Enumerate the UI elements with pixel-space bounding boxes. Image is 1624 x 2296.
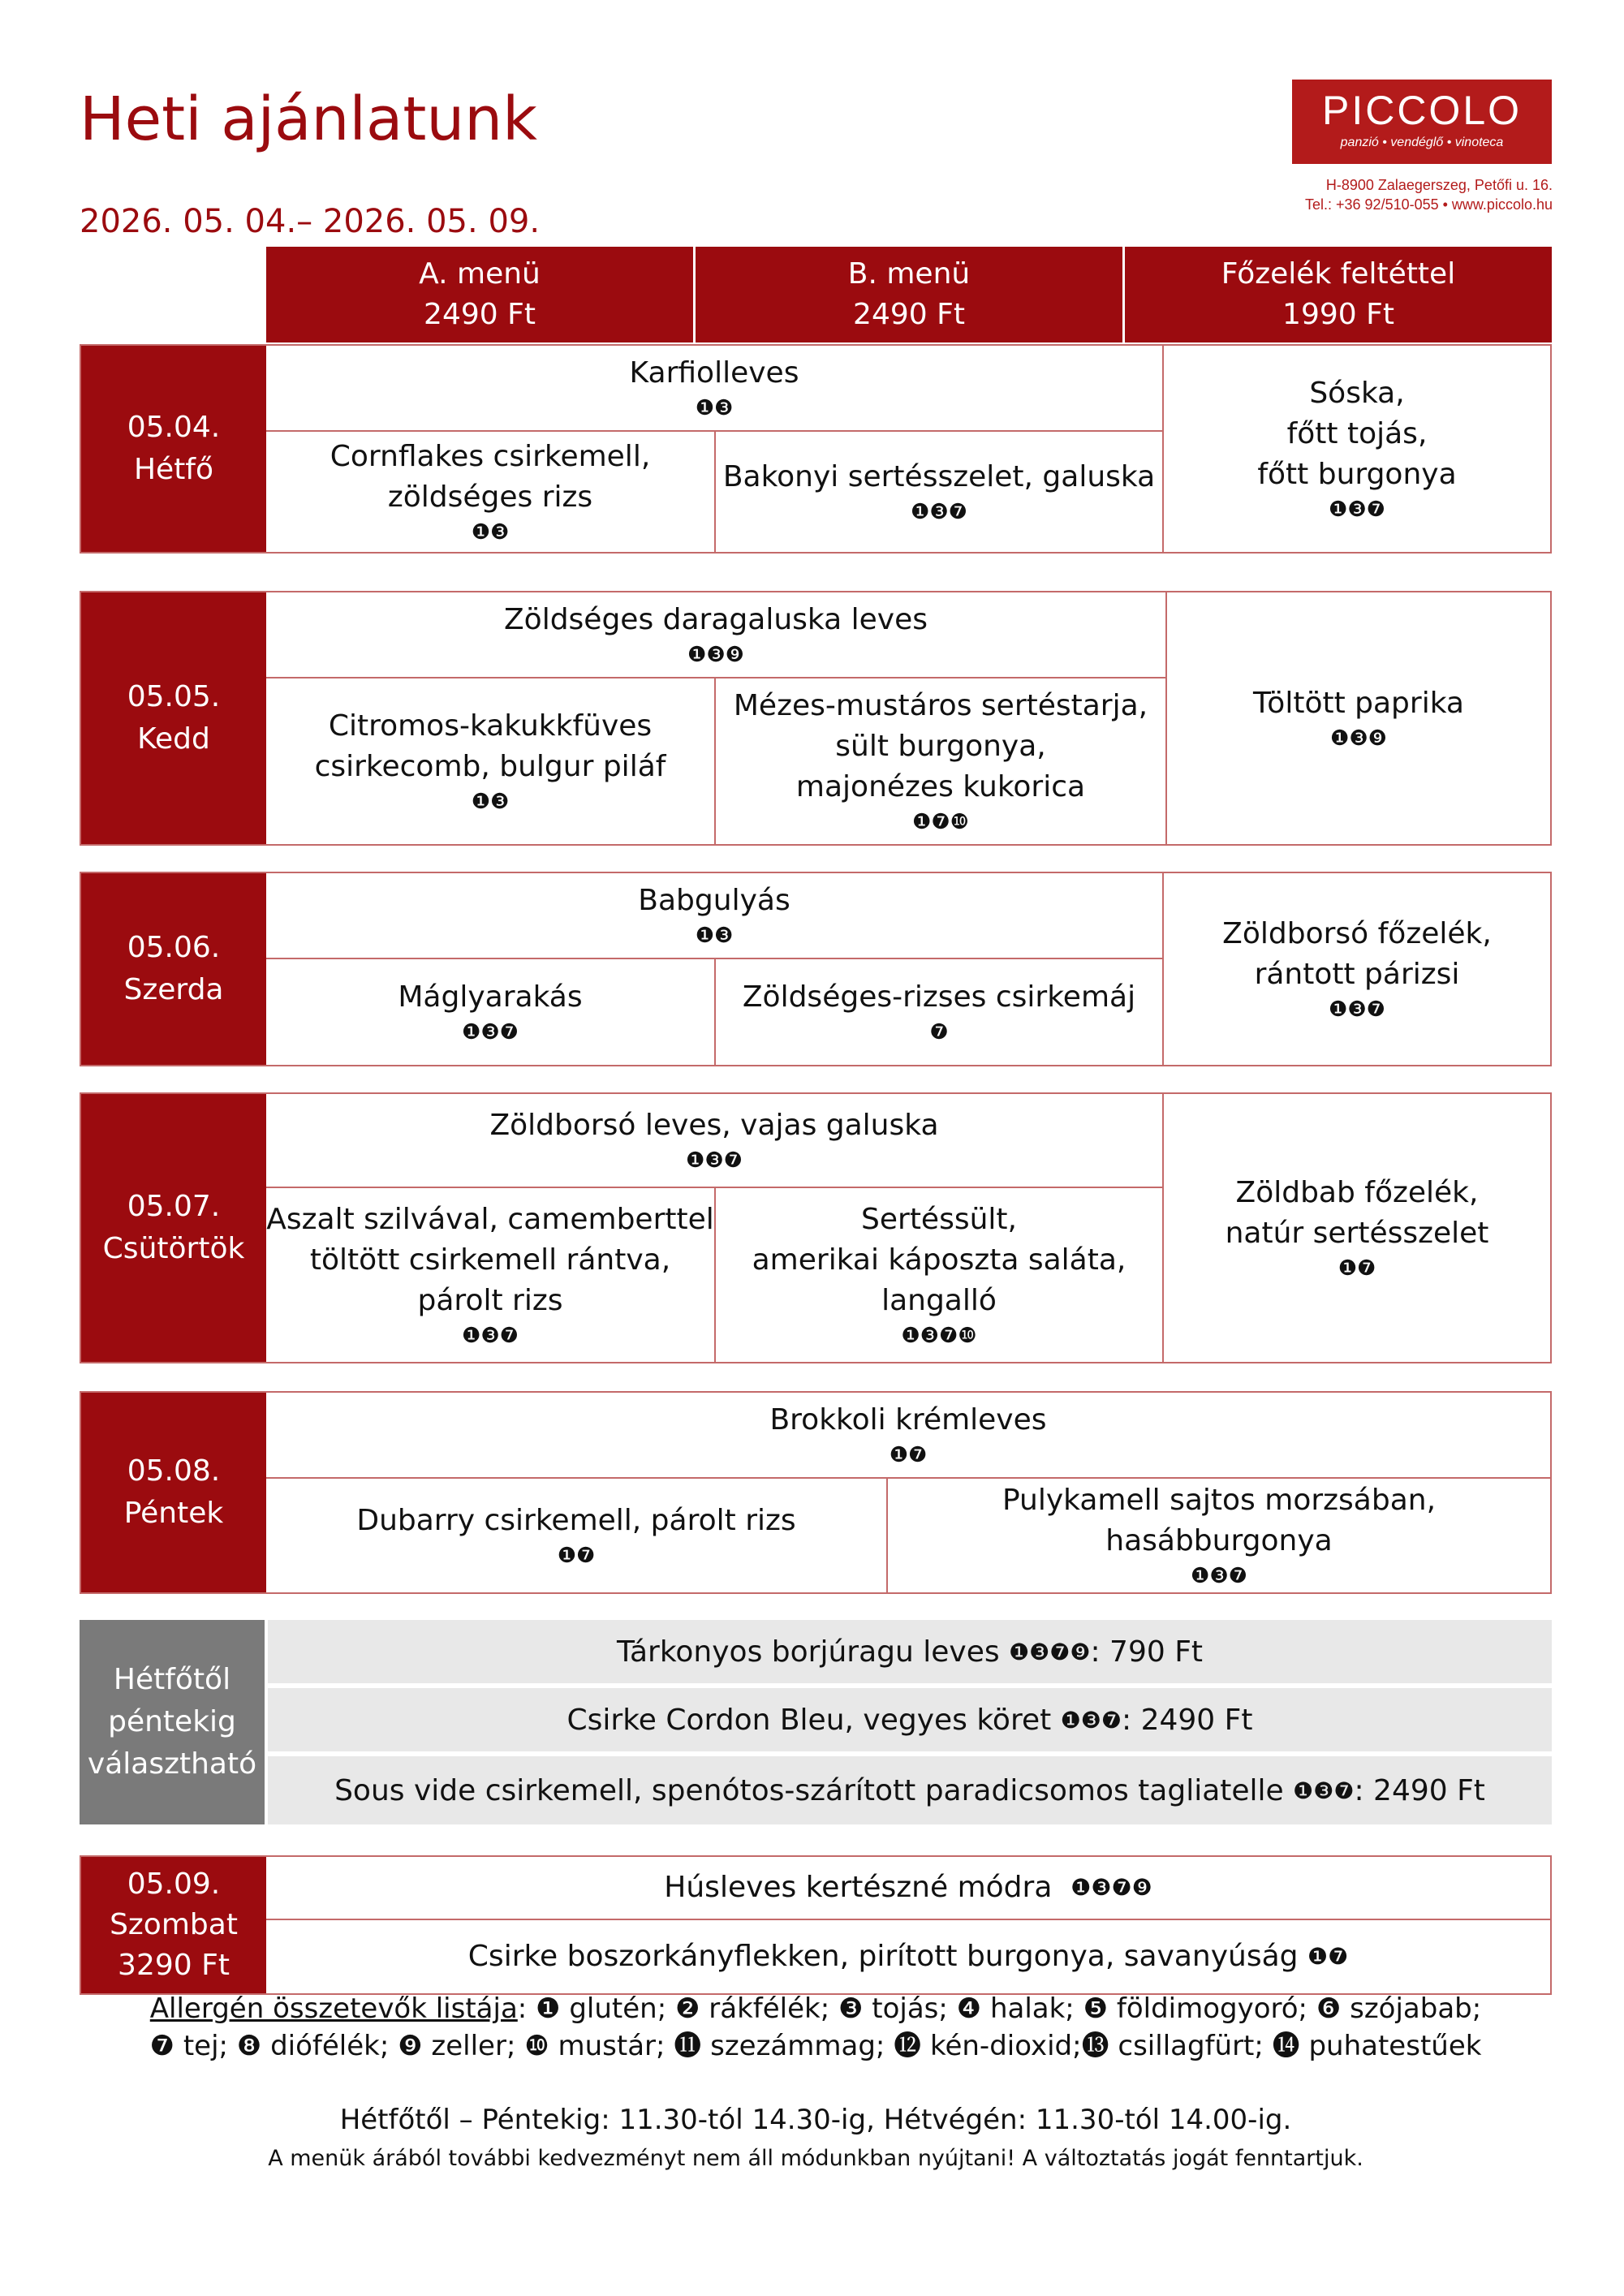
a-menu-cell	[266, 958, 714, 1065]
dish-line: Bakonyi sertésszelet, galuska	[722, 460, 1156, 493]
day-label	[81, 1393, 266, 1592]
dish-line: Pulykamell sajtos morzsában, hasábburgonya	[1002, 1484, 1437, 1557]
day-name: Kedd	[137, 722, 210, 756]
allergen-icons: ❶❸❼❾	[1009, 1638, 1091, 1665]
day-date: 05.07.	[127, 1190, 221, 1223]
weekly-item-price: : 2490 Ft	[1122, 1703, 1253, 1737]
a-menu-cell	[266, 677, 714, 844]
day-name: Szerda	[123, 973, 224, 1006]
allergen-icons: ❶❼	[1307, 1943, 1349, 1970]
dish-line: Zöldborsó főzelék,	[1222, 917, 1492, 950]
dish-line: sült burgonya,	[835, 730, 1046, 763]
weekly-item-price: : 790 Ft	[1090, 1635, 1204, 1669]
dish-line: töltött csirkemell rántva,	[309, 1243, 671, 1277]
weekly-item-name: Sous vide csirkemell, spenótos-szárított paradicsomos tagliatelle	[334, 1773, 1284, 1807]
soup-cell	[266, 346, 1162, 430]
soup-cell	[266, 592, 1165, 677]
piccolo-logo	[1292, 80, 1552, 164]
allergen-legend-label: Allergén összetevők listája	[149, 1992, 518, 2025]
header-b-menu	[696, 247, 1125, 342]
day-block-thursday	[80, 1092, 1552, 1363]
fozelek-cell	[1165, 592, 1550, 844]
b-menu-cell	[714, 1187, 1162, 1362]
dish-line: Mézes-mustáros sertéstarja,	[733, 689, 1148, 722]
soup-name: Húsleves kertészné módra	[664, 1871, 1053, 1904]
day-label	[81, 1857, 266, 1993]
header-fozelek	[1125, 247, 1552, 342]
allergen-icons: ❶❸	[471, 520, 510, 545]
day-label	[81, 873, 266, 1065]
allergen-icons: ❶❸❼❾	[1070, 1874, 1152, 1901]
dish-line: Sertéssült,	[861, 1203, 1017, 1236]
allergen-icons: ❶❸❼	[1060, 1706, 1122, 1734]
weekly-item-price: : 2490 Ft	[1354, 1773, 1485, 1807]
weekly-label-line: választható	[87, 1747, 257, 1781]
dish-line: langalló	[881, 1284, 997, 1317]
allergen-legend-line: ❼ tej; ❽ diófélék; ❾ zeller; ❿ mustár; ⓫ szezámmag; ⓬ kén-dioxid;⓭ csillagfürt; ⓮ puhatestűek	[149, 2030, 1482, 2062]
logo-subtitle: panzió • vendéglő • vinoteca	[1340, 136, 1504, 149]
day-block-friday	[80, 1391, 1552, 1594]
allergen-legend-line	[80, 1990, 1552, 2027]
day-label	[81, 592, 266, 844]
weekly-item	[268, 1620, 1552, 1683]
dish-line: natúr sertésszelet	[1225, 1217, 1489, 1250]
day-block-wednesday	[80, 872, 1552, 1066]
soup-name: Zöldséges daragaluska leves	[504, 603, 928, 636]
weekly-item-name: Csirke Cordon Bleu, vegyes köret	[566, 1703, 1052, 1737]
contact-line: Tel.: +36 92/510-055 • www.piccolo.hu	[1305, 196, 1553, 213]
allergen-icons: ❶❸❼	[1293, 1777, 1355, 1804]
allergen-icons: ❶❸❼	[1191, 1564, 1247, 1588]
allergen-icons: ❶❸❼	[1329, 997, 1385, 1022]
logo-name: PICCOLO	[1321, 88, 1523, 133]
dish-line: Cornflakes csirkemell,	[330, 440, 651, 473]
day-name: Péntek	[123, 1497, 224, 1530]
dish-line: főtt burgonya	[1257, 458, 1457, 491]
dish-line: Máglyarakás	[398, 980, 583, 1014]
dish-line: csirkecomb, bulgur piláf	[314, 750, 666, 783]
dish-line: zöldséges rizs	[387, 480, 593, 514]
allergen-icons: ❶❸❾	[687, 643, 744, 667]
soup-name: Babgulyás	[638, 884, 790, 917]
column-price: 2490 Ft	[424, 298, 536, 331]
weekly-item-name: Tárkonyos borjúragu leves	[616, 1635, 1000, 1669]
allergen-icons: ❶❸❼	[1329, 498, 1385, 522]
column-price: 1990 Ft	[1282, 298, 1394, 331]
fozelek-cell	[1162, 346, 1550, 552]
dish-line: rántott párizsi	[1254, 958, 1460, 991]
allergen-icons: ❶❸❼	[462, 1324, 519, 1348]
b-menu-cell	[714, 677, 1165, 844]
dish-line: Zöldséges-rizses csirkemáj	[742, 980, 1136, 1014]
weekly-label-line: Hétfőtől	[113, 1663, 231, 1696]
weekly-offer	[80, 1620, 1552, 1824]
day-block-tuesday	[80, 591, 1552, 846]
footer-note: A menük árából további kedvezményt nem áll módunkban nyújtani! A változtatás jogát fenntartjuk.	[268, 2146, 1363, 2171]
soup-cell	[266, 1094, 1162, 1187]
date-range: 2026. 05. 04.– 2026. 05. 09.	[80, 203, 541, 240]
dish-line: főtt tojás,	[1286, 417, 1428, 450]
b-menu-cell	[714, 958, 1162, 1065]
address-line: H-8900 Zalaegerszeg, Petőfi u. 16.	[1325, 177, 1553, 193]
soup-cell	[266, 873, 1162, 958]
allergen-icons: ❶❼	[1338, 1256, 1376, 1281]
day-label	[81, 346, 266, 552]
allergen-icons: ❶❸❼	[911, 500, 967, 524]
allergen-icons: ❶❸	[695, 924, 734, 948]
a-menu-cell	[266, 430, 714, 552]
b-menu-cell	[714, 430, 1162, 552]
dish-line: párolt rizs	[417, 1284, 563, 1317]
a-menu-cell	[266, 1187, 714, 1362]
day-name: Hétfő	[133, 453, 214, 486]
weekly-item	[268, 1756, 1552, 1824]
day-price: 3290 Ft	[118, 1949, 230, 1982]
allergen-icons: ❶❸	[471, 790, 510, 814]
day-date: 05.08.	[127, 1454, 221, 1488]
dish-line: Töltött paprika	[1253, 687, 1464, 720]
dish-line: Citromos-kakukkfüves	[328, 709, 653, 743]
day-name: Szombat	[110, 1908, 238, 1941]
menu-header	[266, 247, 1552, 342]
fozelek-cell	[1162, 873, 1550, 1065]
day-date: 05.06.	[127, 931, 221, 964]
page-title: Heti ajánlatunk	[80, 84, 537, 154]
dish-line: Dubarry csirkemell, párolt rizs	[356, 1504, 796, 1537]
allergen-icons: ❶❸❼	[462, 1020, 519, 1045]
allergen-list: : ❶ glutén; ❷ rákfélék; ❸ tojás; ❹ halak; ❺ földimogyoró; ❻ szójabab;	[517, 1992, 1482, 2025]
dish-name: Csirke boszorkányflekken, pirított burgonya, savanyúság	[467, 1940, 1299, 1973]
opening-hours: Hétfőtől – Péntekig: 11.30-tól 14.30-ig, Hétvégén: 11.30-tól 14.00-ig.	[339, 2104, 1292, 2136]
allergen-icons: ❶❸❼	[686, 1148, 743, 1173]
weekly-label	[80, 1620, 265, 1824]
soup-name: Karfiolleves	[629, 356, 799, 390]
allergen-legend	[80, 1990, 1552, 2065]
day-label	[81, 1094, 266, 1362]
allergen-icons: ❶❼	[557, 1544, 596, 1568]
dish-line: amerikai káposzta saláta,	[752, 1243, 1126, 1277]
allergen-icons: ❼	[929, 1020, 949, 1045]
header-a-menu	[266, 247, 696, 342]
column-name: B. menü	[847, 257, 971, 291]
fozelek-cell	[1162, 1094, 1550, 1362]
column-name: Főzelék feltéttel	[1221, 257, 1456, 291]
dish-line: majonézes kukorica	[795, 770, 1086, 803]
weekly-label-line: péntekig	[108, 1705, 236, 1738]
day-name: Csütörtök	[102, 1232, 245, 1265]
b-menu-cell	[886, 1477, 1550, 1592]
soup-name: Zöldborsó leves, vajas galuska	[489, 1109, 939, 1142]
soup-cell	[266, 1393, 1550, 1477]
day-date: 05.05.	[127, 680, 221, 713]
dish-line: Aszalt szilvával, camemberttel	[266, 1203, 714, 1236]
day-block-saturday	[80, 1855, 1552, 1995]
column-price: 2490 Ft	[853, 298, 965, 331]
allergen-icons: ❶❸❼❿	[901, 1324, 977, 1348]
allergen-icons: ❶❸	[695, 396, 734, 420]
a-menu-cell	[266, 1477, 886, 1592]
day-block-monday	[80, 344, 1552, 554]
soup-cell	[266, 1857, 1550, 1919]
dish-line: Zöldbab főzelék,	[1235, 1176, 1479, 1209]
main-cell	[266, 1919, 1550, 1993]
dish-line: Sóska,	[1309, 377, 1405, 410]
allergen-icons: ❶❼	[889, 1443, 928, 1467]
allergen-icons: ❶❸❾	[1330, 726, 1387, 751]
column-name: A. menü	[419, 257, 541, 291]
day-date: 05.04.	[127, 411, 221, 444]
address	[1305, 175, 1553, 214]
allergen-icons: ❶❼❿	[912, 810, 969, 834]
weekly-item	[268, 1688, 1552, 1751]
day-date: 05.09.	[127, 1867, 221, 1901]
soup-name: Brokkoli krémleves	[769, 1403, 1047, 1437]
